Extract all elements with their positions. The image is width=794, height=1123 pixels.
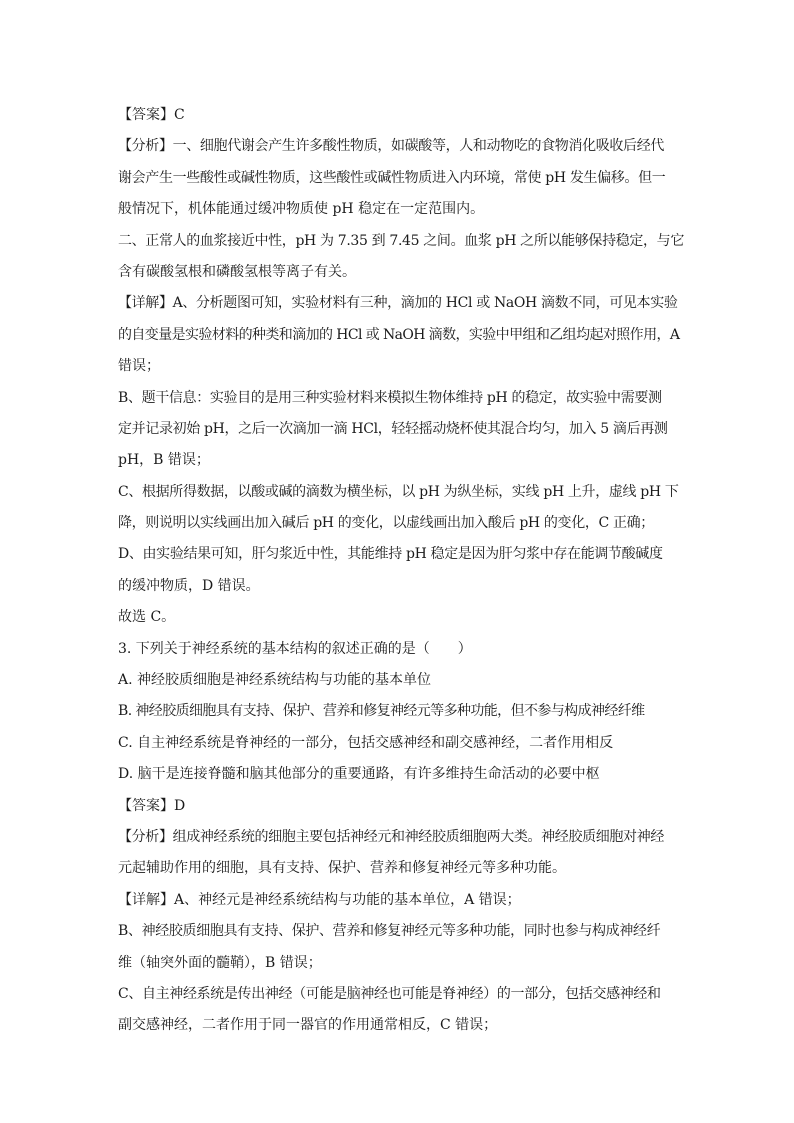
q2-detail-line: B、题干信息：实验目的是用三种实验材料来模拟生物体维持 pH 的稳定，故实验中需要测 (118, 389, 662, 406)
q3-analysis-line: 【分析】组成神经系统的细胞主要包括神经元和神经胶质细胞两大类。神经胶质细胞对神经 (118, 828, 664, 845)
page-content (118, 100, 684, 1042)
q3-analysis-line: 元起辅助作用的细胞，具有支持、保护、营养和修复神经元等多种功能。 (118, 860, 566, 877)
q3-detail-line: 副交感神经，二者作用于同一器官的作用通常相反，C 错误； (118, 1017, 498, 1034)
q2-detail-line: D、由实验结果可知，肝匀浆近中性，其能维持 pH 稳定是因为肝匀浆中存在能调节酸碱度 (118, 546, 663, 563)
q2-analysis-line: 含有碳酸氢根和磷酸氢根等离子有关。 (118, 263, 356, 280)
q3-detail-line: C、自主神经系统是传出神经（可能是脑神经也可能是脊神经）的一部分，包括交感神经和 (118, 985, 661, 1002)
q2-analysis-line: 谢会产生一些酸性或碱性物质，这些酸性或碱性物质进入内环境，常使 pH 发生偏移。但一 (118, 169, 666, 186)
q2-analysis-line: 【分析】一、细胞代谢会产生许多酸性物质，如碳酸等，人和动物吃的食物消化吸收后经代 (118, 138, 664, 155)
q2-detail-line: 的自变量是实验材料的种类和滴加的 HCl 或 NaOH 滴数，实验中甲组和乙组均起对照作用，A (118, 326, 680, 343)
q2-detail-line: 错误； (118, 358, 160, 375)
q2-conclusion: 故选 C。 (118, 609, 176, 626)
q3-option-c: C. 自主神经系统是脊神经的一部分，包括交感神经和副交感神经，二者作用相反 (118, 734, 614, 751)
q3-option-d: D. 脑干是连接脊髓和脑其他部分的重要通路，有许多维持生命活动的必要中枢 (118, 766, 600, 783)
q3-option-b: B. 神经胶质细胞具有支持、保护、营养和修复神经元等多种功能，但不参与构成神经纤维 (118, 703, 645, 720)
q2-answer: 【答案】C (118, 107, 185, 123)
q2-detail-line: pH，B 错误； (118, 452, 210, 469)
q2-detail-line: C、根据所得数据，以酸或碱的滴数为横坐标，以 pH 为纵坐标，实线 pH 上升，虚线 pH 下 (118, 483, 679, 500)
q2-analysis-line: 般情况下，机体能通过缓冲物质使 pH 稳定在一定范围内。 (118, 201, 485, 218)
q3-detail-line: 【详解】A、神经元是神经系统结构与功能的基本单位，A 错误； (118, 891, 521, 908)
q3-option-a: A. 神经胶质细胞是神经系统结构与功能的基本单位 (118, 672, 432, 689)
q2-detail-line: 【详解】A、分析题图可知，实验材料有三种，滴加的 HCl 或 NaOH 滴数不同，可见本实验 (118, 295, 678, 312)
q2-detail-line: 降，则说明以实线画出加入碱后 pH 的变化，以虚线画出加入酸后 pH 的变化，C 正确； (118, 515, 654, 532)
q3-detail-line: B、神经胶质细胞具有支持、保护、营养和修复神经元等多种功能，同时也参与构成神经纤 (118, 923, 661, 940)
q3-detail-line: 维（轴突外面的髓鞘），B 错误； (118, 954, 322, 971)
q3-stem: 3. 下列关于神经系统的基本结构的叙述正确的是（ ） (118, 640, 472, 657)
q2-detail-line: 定并记录初始 pH，之后一次滴加一滴 HCl，轻轻摇动烧杯使其混合均匀，加入 5 滴后再测 (118, 420, 668, 437)
q2-analysis-line: 二、正常人的血浆接近中性，pH 为 7.35 到 7.45 之间。血浆 pH 之所以能够保持稳定，与它 (118, 232, 684, 249)
q2-detail-line: 的缓冲物质，D 错误。 (118, 577, 260, 594)
q3-answer: 【答案】D (118, 797, 186, 814)
